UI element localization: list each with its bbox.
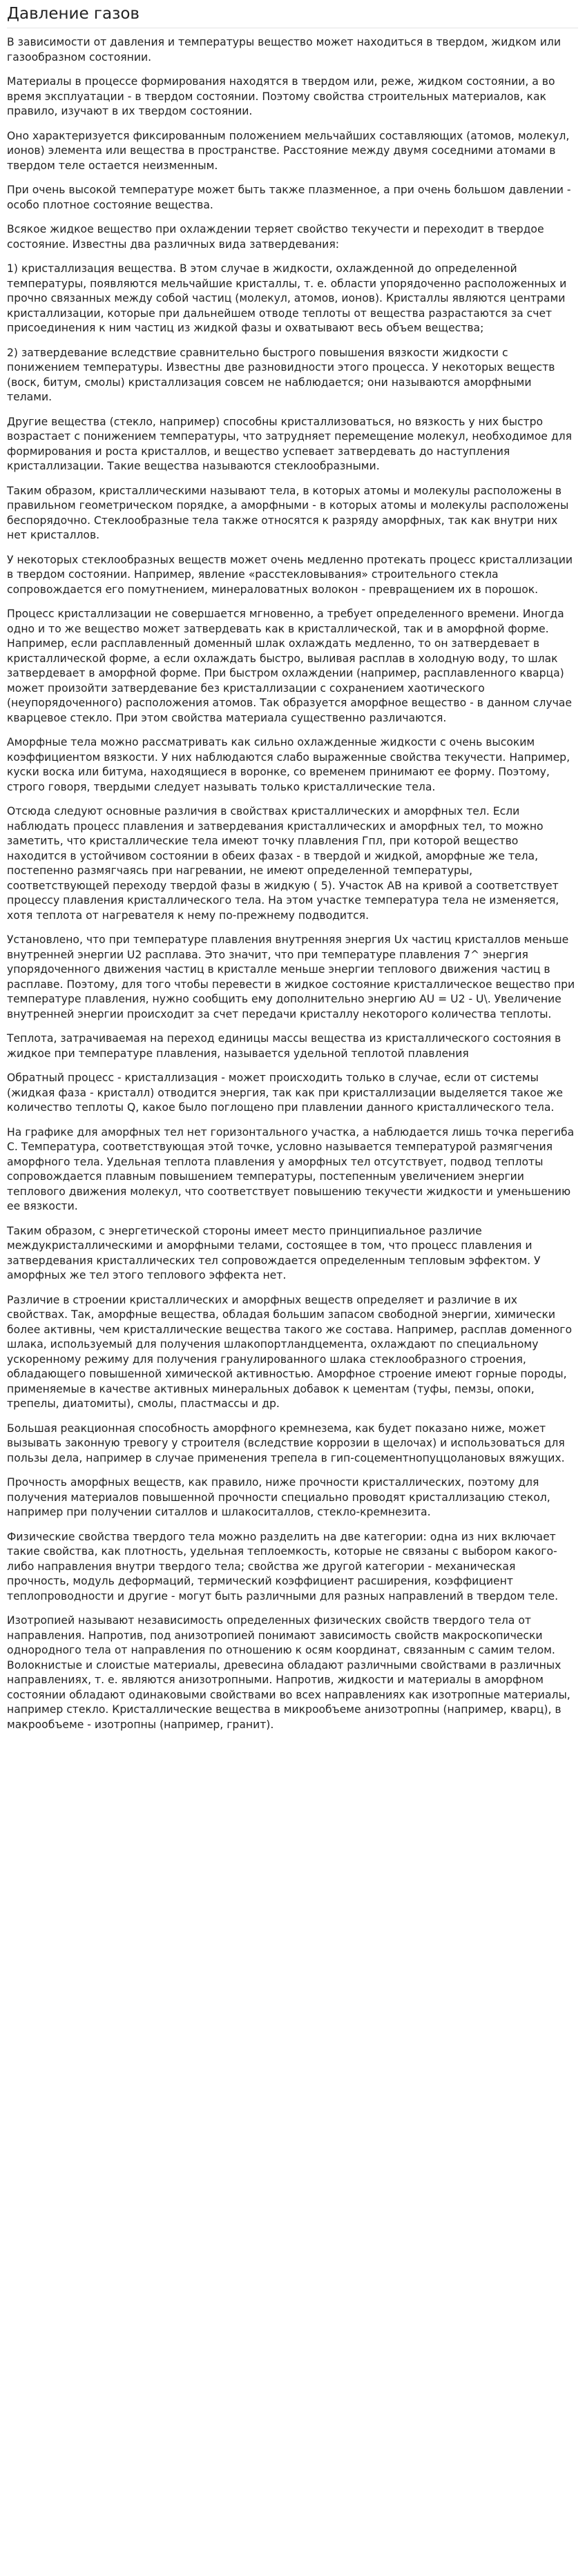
paragraph: Изотропией называют независимость определенных физических свойств твердого тела от направления. Напротив, под анизотропией понимают зависимость свойств макроскопически однородного тела от направления по отношению к осям координат, связанным с самим телом. Волокнистые и слоистые материалы, древесина обладают различными свойствами в различных направлениях, т. е. являются анизотропными. Напротив, жидкости и материалы в аморфном состоянии обладают одинаковыми свойствами во всех направлениях как изотропные материалы, например стекло. Кристаллические вещества в микрообъеме анизотропны (например, кварц), в макрообъеме - изотропны (например, гранит).	[7, 1614, 570, 1731]
paragraph: Процесс кристаллизации не совершается мгновенно, а требует определенного времени. Иногда одно и то же вещество может затвердевать как в кристаллической, так и в аморфной форме. Например, если расплавленный доменный шлак охлаждать медленно, то он затвердевает в кристаллической форме, а если охлаждать быстро, выливая расплав в холодную воду, то шлак затвердевает в аморфной форме. При быстром охлаждении (например, расплавленного кварца) может произойти затвердевание без кристаллизации с сохранением хаотического (неупорядоченного) расположения атомов. Так образуется аморфное вещество - в данном случае кварцевое стекло. При этом свойства материала существенно различаются.	[7, 608, 572, 724]
paragraph: Установлено, что при температуре плавления внутренняя энергия Ux частиц кристаллов меньше внутренней энергии U2 расплава. Это значит, что при температуре плавления 7^ энергия упорядоченного движения частиц в кристалле меньше энергии теплового движения частиц в расплаве. Поэтому, для того чтобы перевести в жидкое состояние кристаллическое вещество при температуре плавления, нужно сообщить ему дополнительно энергию AU = U2 - U\. Увеличение внутренней энергии происходит за счет передачи кристаллу некоторого количества теплоты.	[7, 933, 575, 1020]
paragraph: Аморфные тела можно рассматривать как сильно охлажденные жидкости с очень высоким коэффициентом вязкости. У них наблюдаются слабо выраженные свойства текучести. Например, куски воска или битума, находящиеся в воронке, со временем принимают ее форму. Поэтому, строго говоря, твердыми следует называть только кристаллические тела.	[7, 736, 570, 793]
paragraph: Таким образом, кристаллическими называют тела, в которых атомы и молекулы расположены в правильном геометрическом порядке, а аморфными - в которых атомы и молекулы расположены беспорядочно. Стеклообразные тела также относятся к разряду аморфных, так как внутри них нет кристаллов.	[7, 484, 569, 541]
paragraph: В зависимости от давления и температуры вещество может находиться в твердом, жидком или газообразном состоянии.	[7, 36, 561, 64]
paragraph: 2) затвердевание вследствие сравнительно быстрого повышения вязкости жидкости с понижением температуры. Известны две разновидности этого процесса. У некоторых веществ (воск, битум, смолы) кристаллизация совсем не наблюдается; они называются аморфными телами.	[7, 346, 555, 403]
paragraph: 1) кристаллизация вещества. В этом случае в жидкости, охлажденной до определенной температуры, появляются мельчайшие кристаллы, т. е. области упорядоченно расположенных и прочно связанных между собой частиц (молекул, атомов, ионов). Кристаллы являются центрами кристаллизации, которые при дальнейшем отводе теплоты от вещества разрастаются за счет присоединения к ним частиц из жидкой фазы и охватывают весь объем вещества;	[7, 262, 567, 334]
paragraph: Оно характеризуется фиксированным положением мельчайших составляющих (атомов, молекул, ионов) элемента или вещества в пространстве. Расстояние между двумя соседними атомами в твердом теле остается неизменным.	[7, 129, 570, 172]
paragraph: Таким образом, с энергетической стороны имеет место принципиальное различие междукристаллическими и аморфными телами, состоящее в том, что процесс плавления и затвердевания кристаллических тел сопровождается определенным тепловым эффектом. У аморфных же тел этого теплового эффекта нет.	[7, 1224, 541, 1281]
paragraph: Прочность аморфных веществ, как правило, ниже прочности кристаллических, поэтому для получения материалов повышенной прочности специально проводят кристаллизацию стекол, например при получении ситаллов и шлакоситаллов, стекло-кремнезита.	[7, 1476, 550, 1518]
paragraph: Другие вещества (стекло, например) способны кристаллизоваться, но вязкость у них быстро возрастает с понижением температуры, что затрудняет перемещение молекул, необходимое для формирования и роста кристаллов, и вещество успевает затвердевать до наступления кристаллизации. Такие вещества называются стеклообразными.	[7, 415, 572, 472]
paragraph: Различие в строении кристаллических и аморфных веществ определяет и различие в их свойствах. Так, аморфные вещества, обладая большим запасом свободной энергии, химически более активны, чем кристаллические вещества такого же состава. Например, расплав доменного шлака, используемый для получения шлакопортландцемента, охлаждают по специальному ускоренному режиму для получения гранулированного шлака стеклообразного строения, обладающего повышенной химической активностью. Аморфное строение имеют горные породы, применяемые в качестве активных минеральных добавок к цементам (туфы, пемзы, опоки, трепелы, диатомиты), смолы, пластмассы и др.	[7, 1293, 573, 1410]
paragraph: У некоторых стеклообразных веществ может очень медленно протекать процесс кристаллизации в твердом состоянии. Например, явление «расстекловывания» строительного стекла сопровождается его помутнением, минераловатных волокон - превращением их в порошок.	[7, 553, 573, 596]
paragraph: Всякое жидкое вещество при охлаждении теряет свойство текучести и переходит в твердое состояние. Известны два различных вида затвердевания:	[7, 223, 544, 251]
paragraph: Теплота, затрачиваемая на переход единицы массы вещества из кристаллического состояния в жидкое при температуре плавления, называется удельной теплотой плавления	[7, 1032, 562, 1060]
paragraph: Материалы в процессе формирования находятся в твердом или, реже, жидком состоянии, а во время эксплуатации - в твердом состоянии. Поэтому свойства строительных материалов, как правило, изучают в их твердом состоянии.	[7, 75, 555, 117]
paragraph: Физические свойства твердого тела можно разделить на две категории: одна из них включает такие свойства, как плотность, удельная теплоемкость, которые не связаны с выбором какого-либо направления внутри твердого тела; свойства же другой категории - механическая прочность, модуль деформаций, термический коэффициент расширения, коэффициент теплопроводности и другие - могут быть различными для разных направлений в твердом теле.	[7, 1530, 559, 1602]
paragraph: Отсюда следуют основные различия в свойствах кристаллических и аморфных тел. Если наблюдать процесс плавления и затвердевания кристаллических и аморфных тел, то можно заметить, что кристаллические тела имеют точку плавления Гпл, при которой вещество находится в устойчивом состоянии в обеих фазах - в твердой и жидкой, аморфные же тела, постепенно размягчаясь при нагревании, не имеют определенной температуры, соответствующей переходу твердой фазы в жидкую ( 5). Участок АВ на кривой а соответствует процессу плавления кристаллического тела. На этом участке температура тела не изменяется, хотя теплота от нагревателя к нему по-прежнему подводится.	[7, 805, 559, 922]
page-title: Давление газов	[7, 5, 140, 23]
paragraph: При очень высокой температуре может быть также плазменное, а при очень большом давлении - особо плотное состояние вещества.	[7, 184, 571, 211]
paragraph: Большая реакционная способность аморфного кремнезема, как будет показано ниже, может вызывать законную тревогу у строителя (вследствие коррозии в щелочах) и использоваться для пользы дела, например в случае применения трепела в гип-соцементнопуццолановых вяжущих.	[7, 1422, 565, 1464]
paragraph: На графике для аморфных тел нет горизонтального участка, а наблюдается лишь точка перегиба С. Температура, соответствующая этой точке, условно называется температурой размягчения аморфного тела. Удельная теплота плавления у аморфных тел отсутствует, подвод теплоты сопровождается плавным повышением температуры, постепенным увеличением энергии теплового движения молекул, что соответствует повышению текучести жидкости и уменьшению ее вязкости.	[7, 1125, 575, 1212]
paragraph: Обратный процесс - кристаллизация - может происходить только в случае, если от системы (жидкая фаза - кристалл) отводится энергия, так как при кристаллизации выделяется такое же количество теплоты Q, какое было поглощено при плавлении данного кристаллического тела.	[7, 1072, 563, 1114]
article-body	[7, 35, 578, 1732]
